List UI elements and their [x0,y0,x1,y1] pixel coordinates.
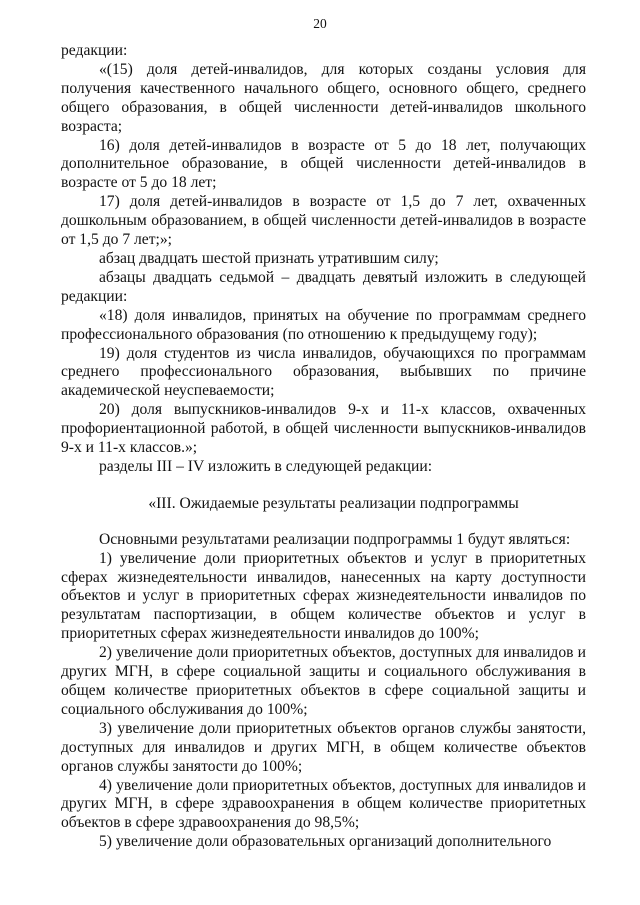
paragraph: «18) доля инвалидов, принятых на обучение по программам среднего профессионального образования (по отношению к предыдущему году); [61,306,586,343]
paragraph: 20) доля выпускников-инвалидов 9-х и 11-х классов, охваченных профориентационной работой, в общей численности выпускников-инвалидов 9-х и 11-х классов.»; [61,401,586,457]
paragraph: 2) увеличение доли приоритетных объектов, доступных для инвалидов и других МГН, в сфере социальной защиты и социального обслуживания в общем количестве приоритетных объектов в сфере социальной защиты и социального обслуживания до 100%; [61,644,586,718]
document-body [61,42,586,852]
paragraph: разделы III – IV изложить в следующей редакции: [99,457,433,475]
paragraph: редакции: [61,42,128,59]
paragraph: «(15) доля детей-инвалидов, для которых созданы условия для получения качественного начального общего, основного общего, среднего общего образования, в общей численности детей-инвалидов школьного возраста; [61,60,586,135]
page-number: 20 [313,16,327,31]
paragraph: 3) увеличение доли приоритетных объектов органов службы занятости, доступных для инвалидов и других МГН, в общем количестве объектов органов службы занятости до 100%; [61,719,586,775]
section-heading: «III. Ожидаемые результаты реализации подпрограммы [148,494,519,512]
paragraph: 19) доля студентов из числа инвалидов, обучающихся по программам среднего профессионального образования, выбывших по причине академической неуспеваемости; [61,344,586,400]
paragraph: 1) увеличение доли приоритетных объектов и услуг в приоритетных сферах жизнедеятельности инвалидов, нанесенных на карту доступности объектов и услуг в приоритетных сферах жизнедеятельности инвалидов по результатам паспортизации, в общем количестве объектов и услуг в приоритетных сферах жизнедеятельности инвалидов до 100%; [61,549,586,643]
paragraph: 16) доля детей-инвалидов в возрасте от 5 до 18 лет, получающих дополнительное образование, в общей численности детей-инвалидов в возрасте от 5 до 18 лет; [61,136,586,192]
paragraph: 5) увеличение доли образовательных организаций дополнительного [99,833,552,851]
paragraph: абзац двадцать шестой признать утратившим силу; [99,249,439,267]
paragraph: 17) доля детей-инвалидов в возрасте от 1,5 до 7 лет, охваченных дошкольным образованием, в общей численности детей-инвалидов в возрасте от 1,5 до 7 лет;»; [61,193,586,249]
paragraph: абзацы двадцать седьмой – двадцать девятый изложить в следующей редакции: [61,268,586,305]
paragraph: Основными результатами реализации подпрограммы 1 будут являться: [99,530,571,548]
paragraph: 4) увеличение доли приоритетных объектов, доступных для инвалидов и других МГН, в сфере здравоохранения в общем количестве приоритетных объектов в сфере здравоохранения до 98,5%; [61,776,586,832]
